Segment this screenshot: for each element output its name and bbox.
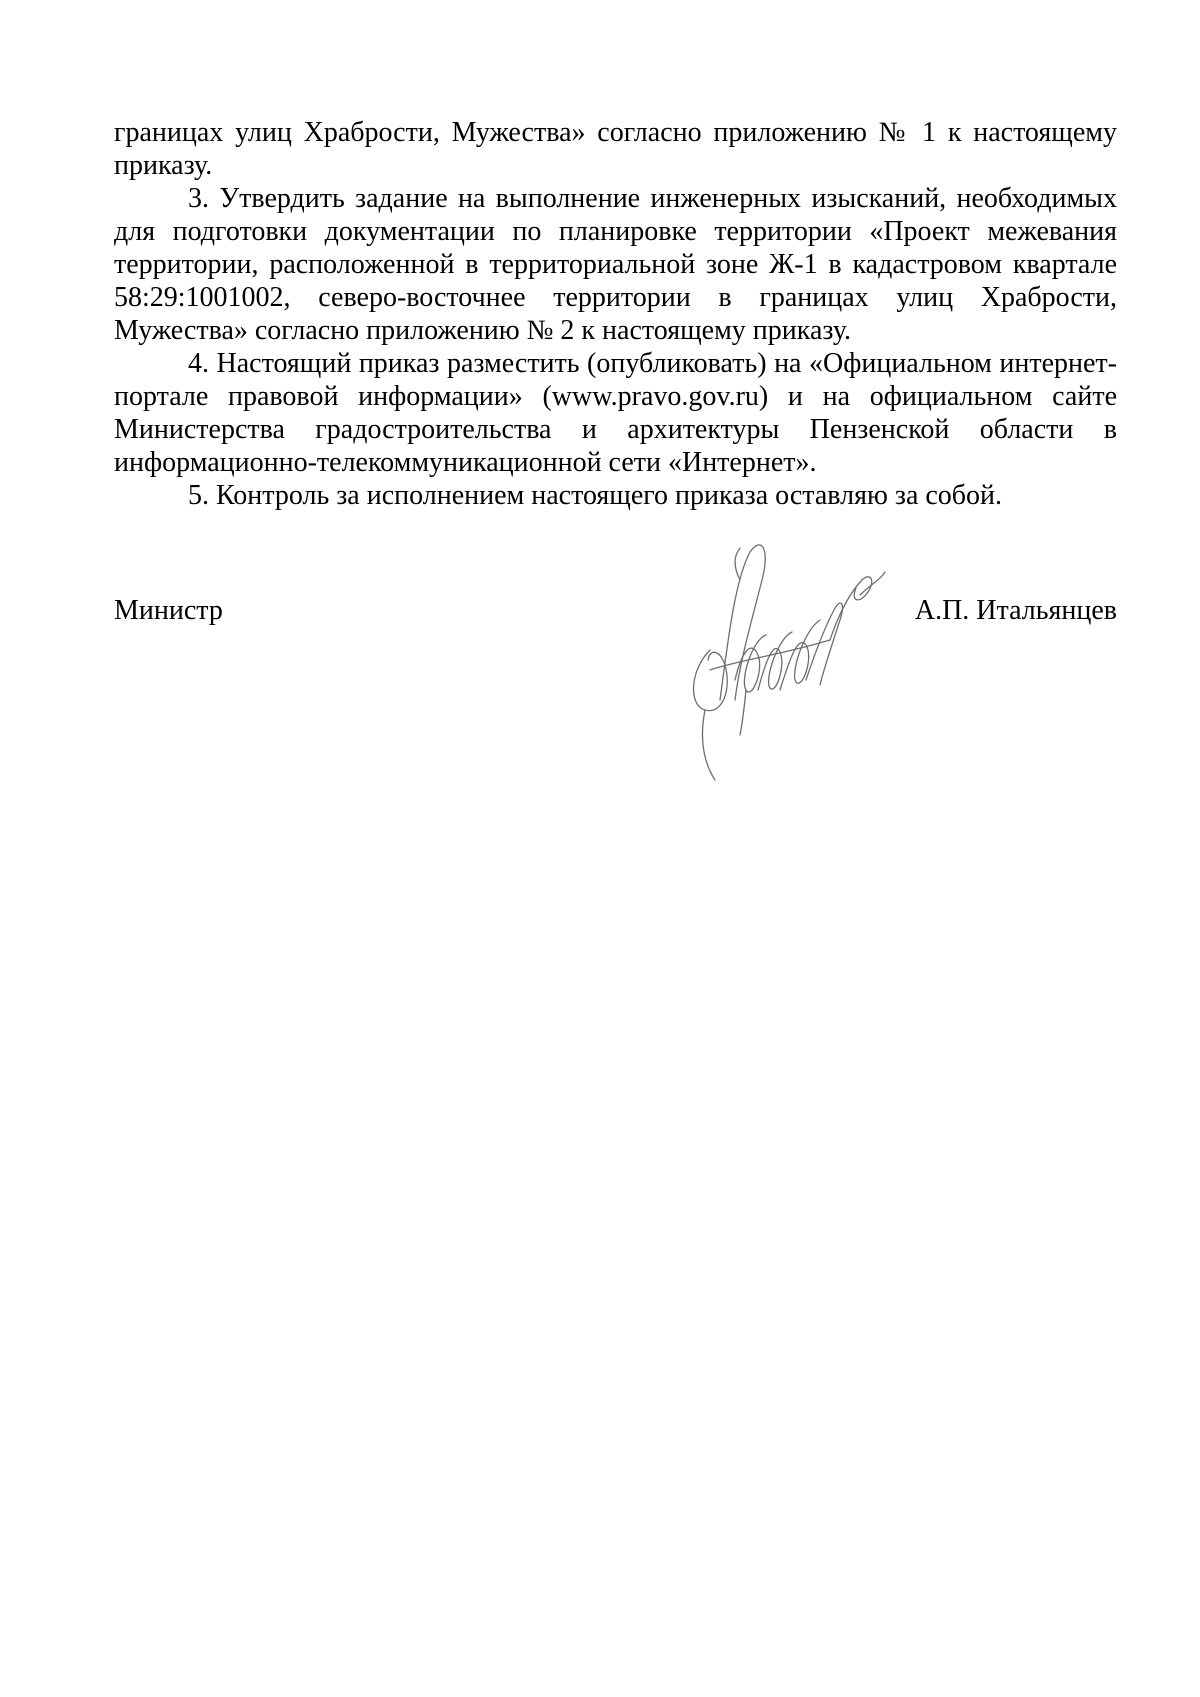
signatory-title: Министр (114, 595, 223, 626)
paragraph-item-5: 5. Контроль за исполнением настоящего приказа оставляю за собой. (188, 480, 1003, 511)
paragraph-item-3: 3. Утвердить задание на выполнение инженерных изысканий, необходимых для подготовки документации по планировке территории «Проект межевания территории, расположенной в территориальной зоне Ж-1 в кадастровом квартале 58:29:1001002, северо-восточнее территории в границах улиц Храбрости, Мужества» согласно приложению № 2 к настоящему приказу. (114, 183, 1117, 346)
signature-block (114, 594, 1117, 634)
handwritten-signature (680, 540, 890, 790)
document-body (114, 116, 1117, 512)
paragraph-item-4: 4. Настоящий приказ разместить (опубликовать) на «Официальном интернет-портале правовой информации» (www.pravo.gov.ru) и на официальном сайте Министерства градостроительства и архитектуры Пензенской области в информационно-телекоммуникационной сети «Интернет». (114, 348, 1117, 478)
paragraph-continuation: границах улиц Храбрости, Мужества» согласно приложению № 1 к настоящему приказу. (114, 117, 1117, 181)
signatory-name: А.П. Итальянцев (914, 595, 1117, 626)
